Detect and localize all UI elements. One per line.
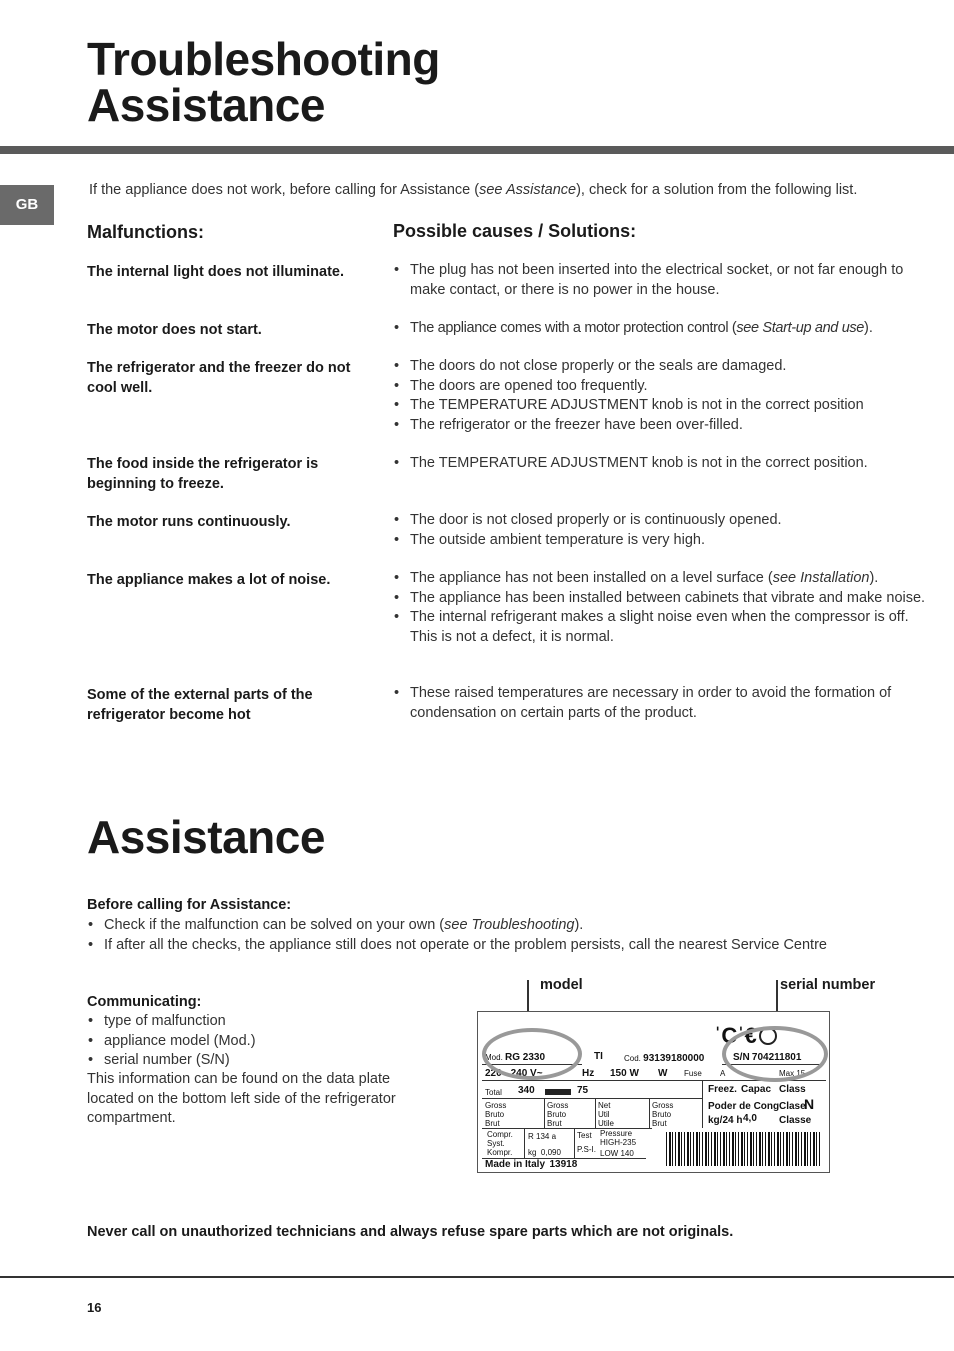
data-plate: Mod. RG 2330 TI Cod. 93139180000 S/N 704211801 ˈCˈ€ 220 - 240 V~ Hz 150 W W Fuse A Max 15 Total 340 75 Freez. Capac Class Gross Bruto Brut Gross Bruto Brut Net Util Utile Gross Bruto Brut Poder de Cong kg/24 h 4,0 Clase N Classe Compr. Syst. Kompr. R 134 a kg 0,090 Test P.S-I. Pressure HIGH-235 LOW 140 Made in Italy 13918 bbox=[477, 1011, 830, 1173]
malfunction-cooling: The refrigerator and the freezer do not cool well. bbox=[87, 360, 351, 396]
list-item: • The outside ambient temperature is very high. bbox=[393, 531, 928, 551]
solutions-cooling bbox=[393, 357, 928, 435]
page-title bbox=[87, 33, 440, 131]
model-highlight-ellipse bbox=[482, 1028, 582, 1080]
list-item: • serial number (S/N) bbox=[87, 1051, 447, 1071]
warning-text: Never call on unauthorized technicians and always refuse spare parts which are not originals. bbox=[87, 1224, 734, 1240]
callout-serial-number: serial number bbox=[780, 977, 876, 993]
list-item: • These raised temperatures are necessary in order to avoid the formation of condensation on certain parts of the product. bbox=[393, 684, 928, 723]
communicating-text: This information can be found on the data plate located on the bottom left side of the refrigerator compartment. bbox=[87, 1071, 396, 1126]
malfunction-freezing: The food inside the refrigerator is beginning to freeze. bbox=[87, 456, 319, 492]
list-item: • The doors are opened too frequently. bbox=[393, 377, 928, 397]
list-item: • The doors do not close properly or the seals are damaged. bbox=[393, 357, 928, 377]
list-item: • type of malfunction bbox=[87, 1012, 447, 1032]
ce-mark-icon: ˈCˈ€ bbox=[714, 1023, 757, 1048]
header-rule bbox=[0, 146, 954, 154]
solutions-header: Possible causes / Solutions: bbox=[393, 221, 637, 241]
list-item: • The TEMPERATURE ADJUSTMENT knob is not in the correct position. bbox=[393, 454, 928, 474]
assistance-title: Assistance bbox=[87, 811, 325, 863]
footer-rule bbox=[0, 1276, 954, 1278]
list-item: • appliance model (Mod.) bbox=[87, 1032, 447, 1052]
serial-highlight-ellipse bbox=[722, 1026, 828, 1082]
list-item: • The appliance has been installed between cabinets that vibrate and make noise. bbox=[393, 589, 928, 609]
list-item: • The plug has not been inserted into the electrical socket, or not far enough to make contact, or there is no power in the house. bbox=[393, 261, 928, 300]
solutions-light bbox=[393, 261, 928, 300]
solutions-freezing bbox=[393, 454, 928, 474]
list-item: • The refrigerator or the freezer have been over-filled. bbox=[393, 416, 928, 436]
list-item: • If after all the checks, the appliance still does not operate or the problem persists, call the nearest Service Centre bbox=[87, 936, 947, 956]
communicating-list bbox=[87, 1012, 447, 1071]
solutions-noise bbox=[393, 569, 928, 647]
language-tab: GB bbox=[0, 185, 54, 225]
plate-class-value: N bbox=[804, 1096, 815, 1112]
malfunction-hot-parts: Some of the external parts of the refrigerator become hot bbox=[87, 687, 313, 723]
title-line-1: Troubleshooting bbox=[87, 33, 440, 85]
list-item: • The TEMPERATURE ADJUSTMENT knob is not in the correct position bbox=[393, 396, 928, 416]
before-calling-header: Before calling for Assistance: bbox=[87, 897, 292, 913]
page-number: 16 bbox=[87, 1300, 102, 1315]
solutions-motor-start bbox=[393, 319, 928, 339]
malfunctions-header: Malfunctions: bbox=[87, 222, 204, 242]
plate-code-value: 93139180000 bbox=[643, 1053, 705, 1064]
barcode-icon bbox=[666, 1132, 822, 1166]
list-item: • The appliance has not been installed on a level surface (see Installation). bbox=[393, 569, 928, 589]
malfunction-motor-runs: The motor runs continuously. bbox=[87, 514, 291, 530]
list-item: • The internal refrigerant makes a slight noise even when the compressor is off. This is not a defect, it is normal. bbox=[393, 608, 928, 647]
malfunction-noise: The appliance makes a lot of noise. bbox=[87, 572, 331, 588]
callout-model: model bbox=[540, 977, 583, 993]
plate-serial-value: 704211801 bbox=[751, 1052, 802, 1063]
list-item: • Check if the malfunction can be solved on your own (see Troubleshooting). bbox=[87, 916, 947, 936]
intro-ref: see Assistance bbox=[479, 182, 577, 198]
malfunction-motor-start: The motor does not start. bbox=[87, 322, 262, 338]
solutions-motor-runs bbox=[393, 511, 928, 550]
malfunction-light: The internal light does not illuminate. bbox=[87, 264, 344, 280]
solutions-hot-parts bbox=[393, 684, 928, 723]
list-item: • The appliance comes with a motor protection control (see Start-up and use). bbox=[393, 319, 928, 339]
plate-model-value: RG 2330 bbox=[505, 1052, 546, 1063]
list-item: • The door is not closed properly or is continuously opened. bbox=[393, 511, 928, 531]
before-calling-list bbox=[87, 916, 947, 955]
communicating-header: Communicating: bbox=[87, 994, 202, 1010]
title-line-2: Assistance bbox=[87, 79, 325, 131]
freezer-star-icon bbox=[545, 1089, 571, 1095]
intro-text: If the appliance does not work, before calling for Assistance (see Assistance), check for a solution from the following list. bbox=[89, 182, 858, 198]
